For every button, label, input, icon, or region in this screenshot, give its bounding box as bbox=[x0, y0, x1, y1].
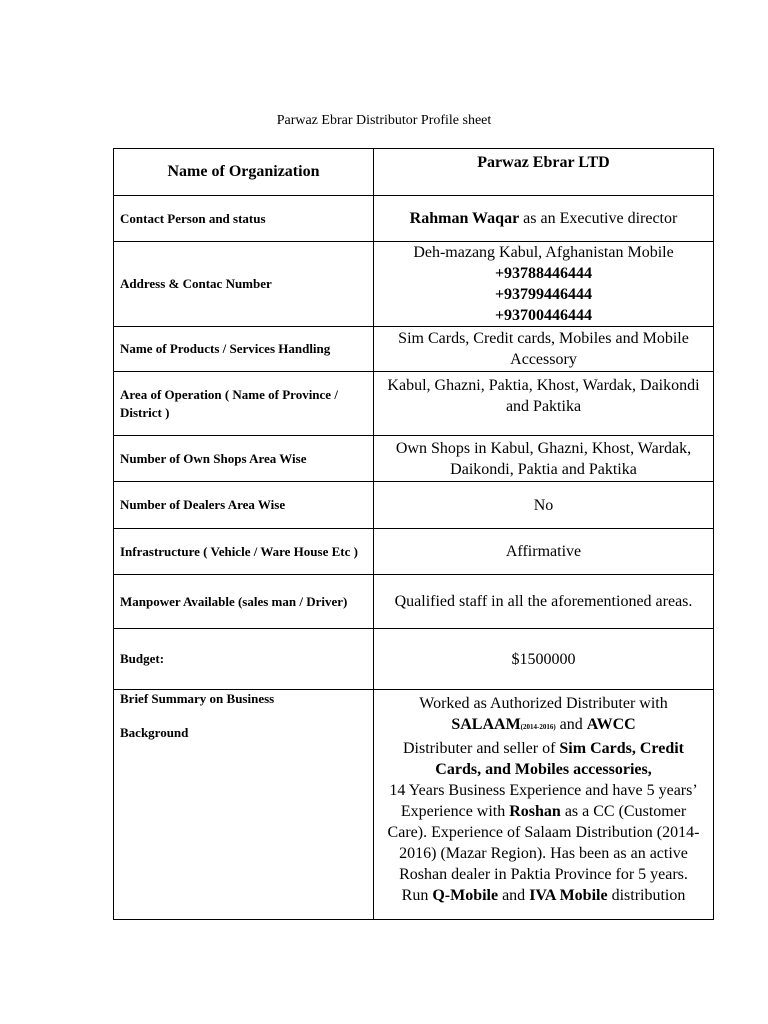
summary-label-line2: Background bbox=[120, 725, 189, 740]
table-row-organization bbox=[114, 149, 714, 196]
page-title: Parwaz Ebrar Distributor Profile sheet bbox=[276, 113, 492, 128]
summary-line-run bbox=[380, 885, 707, 906]
awcc-name: AWCC bbox=[586, 716, 636, 733]
table-row-area bbox=[114, 372, 714, 436]
label-summary bbox=[114, 690, 374, 920]
iva-mobile: IVA Mobile bbox=[529, 887, 608, 904]
label-address: Address & Contac Number bbox=[114, 242, 374, 327]
table-row-products bbox=[114, 327, 714, 372]
salaam-name: SALAAM bbox=[451, 716, 521, 733]
phone-number: +93700446444 bbox=[494, 307, 593, 324]
summary-label-line1: Brief Summary on Business bbox=[120, 691, 275, 706]
run-distribution: distribution bbox=[607, 887, 686, 904]
credit-cards: Credit Cards, and Mobiles accessories, bbox=[435, 740, 684, 778]
value-manpower: Qualified staff in all the aforementioned areas. bbox=[374, 575, 714, 629]
label-infrastructure: Infrastructure ( Vehicle / Ware House Etc ) bbox=[114, 529, 374, 575]
value-shops: Own Shops in Kabul, Ghazni, Khost, Wardak, Daikondi, Paktia and Paktika bbox=[374, 436, 714, 482]
sim-cards: Sim Cards bbox=[559, 740, 632, 757]
products-comma: , bbox=[631, 740, 640, 757]
address-line: Deh-mazang Kabul, Afghanistan Mobile bbox=[413, 244, 674, 261]
table-row-address bbox=[114, 242, 714, 327]
table-row-shops bbox=[114, 436, 714, 482]
label-shops: Number of Own Shops Area Wise bbox=[114, 436, 374, 482]
summary-line-experience bbox=[380, 780, 707, 885]
value-products: Sim Cards, Credit cards, Mobiles and Mobile Accessory bbox=[374, 327, 714, 372]
table-row-manpower bbox=[114, 575, 714, 629]
run-and: and bbox=[498, 887, 530, 904]
value-dealers: No bbox=[374, 482, 714, 529]
label-area: Area of Operation ( Name of Province / District ) bbox=[114, 372, 374, 436]
label-products: Name of Products / Services Handling bbox=[114, 327, 374, 372]
products-intro: Distributer and seller of bbox=[403, 740, 560, 757]
profile-table bbox=[113, 148, 714, 920]
label-organization: Name of Organization bbox=[114, 149, 374, 196]
table-row-infrastructure bbox=[114, 529, 714, 575]
run-label: Run bbox=[401, 887, 433, 904]
label-contact: Contact Person and status bbox=[114, 196, 374, 242]
contact-status: as an Executive director bbox=[519, 210, 678, 227]
salaam-years: (2014-2016) bbox=[520, 723, 556, 731]
table-row-summary bbox=[114, 690, 714, 920]
value-infrastructure: Affirmative bbox=[374, 529, 714, 575]
label-dealers: Number of Dealers Area Wise bbox=[114, 482, 374, 529]
label-manpower: Manpower Available (sales man / Driver) bbox=[114, 575, 374, 629]
contact-name: Rahman Waqar bbox=[409, 210, 520, 227]
phone-number: +93799446444 bbox=[494, 286, 593, 303]
value-budget: $1500000 bbox=[374, 629, 714, 690]
table-row-budget bbox=[114, 629, 714, 690]
summary-line-authorized: Worked as Authorized Distributer with bbox=[419, 695, 668, 712]
roshan-name: Roshan bbox=[509, 803, 561, 820]
experience-intro: 14 Years Business Experience and have 5 years’ Experience with bbox=[389, 782, 698, 820]
summary-line-salaam bbox=[380, 714, 707, 738]
label-budget: Budget: bbox=[114, 629, 374, 690]
value-address bbox=[374, 242, 714, 327]
value-summary bbox=[374, 690, 714, 920]
value-organization: Parwaz Ebrar LTD bbox=[374, 149, 714, 196]
summary-line-products bbox=[380, 738, 707, 780]
value-contact bbox=[374, 196, 714, 242]
phone-number: +93788446444 bbox=[494, 265, 593, 282]
experience-rest: as a CC (Customer Care). Experience of Salaam Distribution (2014-2016) (Mazar Region). Has been as an active Roshan dealer in Paktia Province for 5 years. bbox=[387, 803, 700, 883]
salaam-and: and bbox=[555, 716, 587, 733]
table-row-dealers bbox=[114, 482, 714, 529]
value-area: Kabul, Ghazni, Paktia, Khost, Wardak, Daikondi and Paktika bbox=[374, 372, 714, 436]
q-mobile: Q-Mobile bbox=[432, 887, 499, 904]
table-row-contact bbox=[114, 196, 714, 242]
